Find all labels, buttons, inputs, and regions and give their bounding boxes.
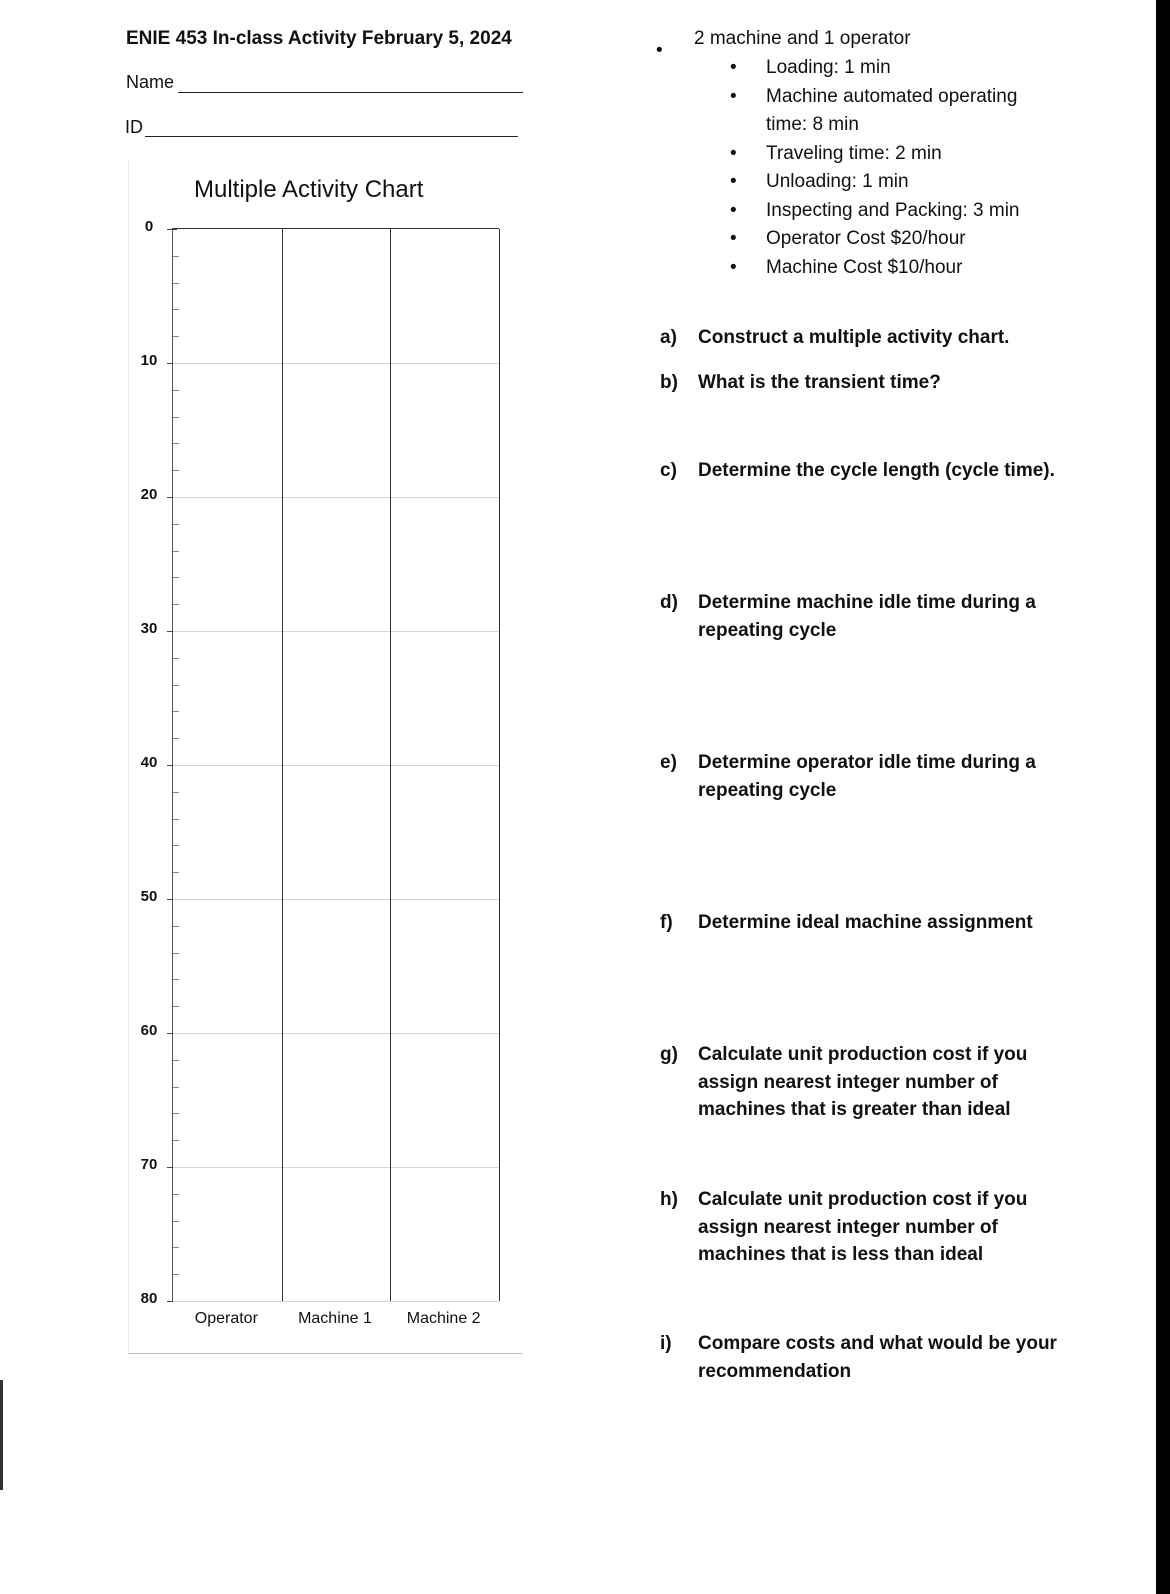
emphasis-text: unit production cost [787,1189,972,1210]
bullet-icon: • [730,85,737,107]
question-text-part: Compare costs and what would be your recommendation [698,1333,1057,1382]
bullet-icon: • [730,228,737,249]
question-text [698,324,1090,352]
question-c [660,457,1090,485]
question-text [698,909,1090,937]
minor-tick [173,1247,179,1248]
y-tick-label: 30 [140,620,158,637]
question-i [660,1330,1090,1385]
name-label: Name [126,72,175,92]
y-tick-label: 70 [140,1156,158,1173]
detail-item [730,254,1050,283]
question-text-part: if you assign nearest integer number of machines that is [698,1189,1028,1265]
question-text [698,589,1090,644]
grid-line [173,363,499,364]
question-label: c) [660,460,677,481]
grid-line [173,1167,499,1168]
minor-tick [173,256,179,257]
question-text [698,1186,1090,1269]
question-label: b) [660,372,678,393]
minor-tick [173,1140,179,1141]
question-label: e) [660,752,677,773]
question-text-part: Determine the cycle length (cycle time). [698,460,1055,481]
question-a [660,324,1090,352]
bullet-icon: • [730,57,737,78]
question-d [660,589,1090,644]
question-text [698,369,1090,397]
question-text-part: Calculate [698,1189,788,1210]
question-label: f) [660,912,673,933]
detail-text: Unloading: 1 min [766,171,909,192]
minor-tick [173,1113,179,1114]
minor-tick [173,953,179,954]
column-label: Machine 2 [406,1310,481,1327]
minor-tick [173,1087,179,1088]
y-tick-label: 80 [140,1290,158,1307]
question-text-part: Construct a multiple activity chart. [698,327,1010,348]
chart-grid[interactable] [172,228,499,1301]
minor-tick [173,1221,179,1222]
name-field[interactable] [178,92,523,93]
bullet-icon: • [730,256,737,278]
emphasis-text: less than ideal [852,1244,984,1265]
emphasis-text: unit production cost [787,1044,972,1065]
minor-tick [173,1194,179,1195]
grid-line [173,765,499,766]
question-f [660,909,1090,937]
detail-text: Machine Cost $10/hour [766,256,963,278]
y-tick-label: 10 [140,352,158,369]
bullet-icon: • [730,199,737,221]
question-label: i) [660,1333,672,1354]
minor-tick [173,845,179,846]
column-label: Machine 1 [298,1310,372,1327]
document-title: ENIE 453 In-class Activity February 5, 2024 [126,28,512,49]
detail-text: Inspecting and Packing: 3 min [766,199,1020,221]
column-divider [390,229,391,1301]
minor-tick [173,685,179,686]
y-tick-label: 50 [140,888,158,905]
question-text-part: Determine operator idle time during a repeating cycle [698,752,1036,801]
id-field[interactable] [145,136,518,137]
question-text-part: Determine machine idle time during a repeating cycle [698,592,1036,641]
minor-tick [173,336,179,337]
column-divider [282,229,283,1301]
detail-item [730,168,1050,197]
detail-item [730,54,1050,83]
problem-main-bullet: 2 machine and 1 operator [694,28,911,49]
y-tick-label: 20 [140,486,158,503]
column-label: Operator [194,1310,258,1327]
question-label: h) [660,1189,678,1210]
question-label: g) [660,1044,678,1065]
minor-tick [173,979,179,980]
detail-item [730,140,1050,169]
bullet-icon: • [730,142,737,164]
minor-tick [173,738,179,739]
question-text [698,749,1090,804]
y-tick-label: 40 [140,754,158,771]
minor-tick [173,390,179,391]
minor-tick [173,551,179,552]
problem-details-list [730,54,1050,282]
minor-tick [173,417,179,418]
bullet-icon: • [730,171,737,192]
y-tick-label: 0 [144,218,154,235]
question-text [698,1330,1090,1385]
bullet-icon: • [656,40,663,61]
detail-text: Machine automated operating time: 8 min [766,85,1018,135]
minor-tick [173,604,179,605]
minor-tick [173,926,179,927]
question-e [660,749,1090,804]
detail-item [730,225,1050,254]
question-text-part: Determine ideal machine assignment [698,912,1033,933]
detail-item [730,197,1050,226]
grid-line [173,899,499,900]
minor-tick [173,1060,179,1061]
minor-tick [173,1274,179,1275]
minor-tick [173,524,179,525]
question-text-part: Calculate [698,1044,788,1065]
minor-tick [173,658,179,659]
question-label: a) [660,327,677,348]
question-h [660,1186,1090,1269]
question-g [660,1041,1090,1124]
minor-tick [173,711,179,712]
emphasis-text: greater than ideal [852,1099,1011,1120]
minor-tick [173,470,179,471]
column-divider [499,229,500,1301]
question-text [698,1041,1090,1124]
question-text [698,457,1090,485]
question-b [660,369,1090,397]
minor-tick [173,443,179,444]
detail-text: Traveling time: 2 min [766,142,942,164]
grid-line [173,631,499,632]
id-label: ID [125,117,143,137]
detail-text: Operator Cost $20/hour [766,228,966,249]
grid-line [173,1301,499,1302]
detail-text: Loading: 1 min [766,57,891,78]
minor-tick [173,1006,179,1007]
y-tick-label: 60 [140,1022,158,1039]
minor-tick [173,577,179,578]
detail-item [730,83,1050,140]
minor-tick [173,872,179,873]
question-label: d) [660,592,678,613]
grid-line [173,497,499,498]
minor-tick [173,819,179,820]
minor-tick [173,792,179,793]
grid-line [173,1033,499,1034]
chart-title: Multiple Activity Chart [194,176,424,203]
scan-edge-border [1156,0,1170,1594]
minor-tick [173,309,179,310]
question-text-part: What is the transient time? [698,372,941,393]
question-text-part: if you assign nearest integer number of machines that is [698,1044,1028,1120]
minor-tick [173,283,179,284]
scan-edge-mark [0,1380,3,1490]
